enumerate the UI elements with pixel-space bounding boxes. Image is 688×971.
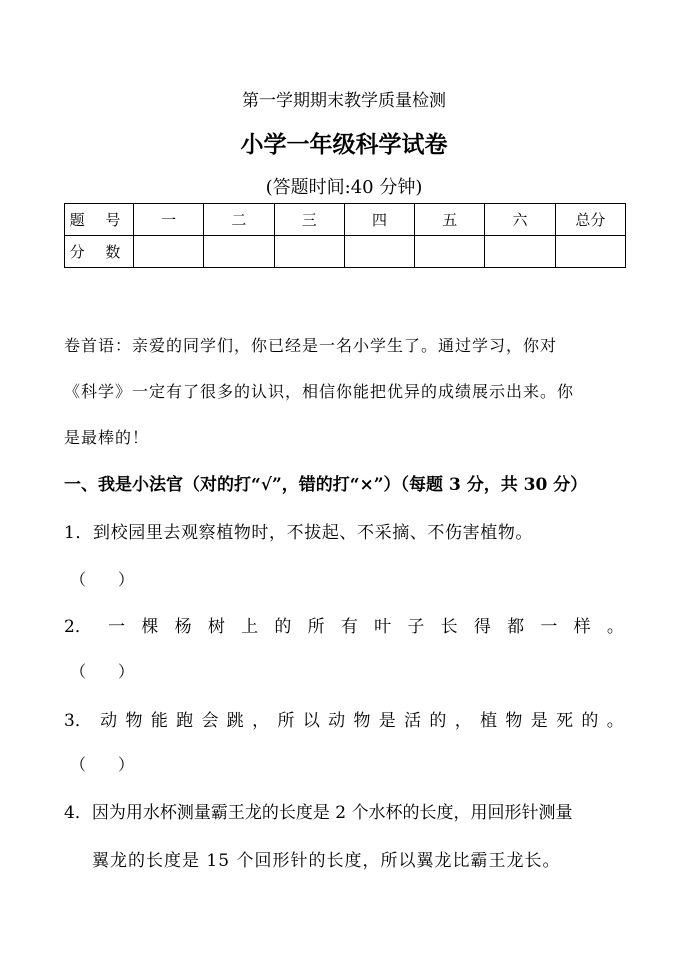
score-cell-label: 题 号 — [65, 204, 134, 236]
answer-blank-1[interactable]: （ ） — [70, 570, 135, 589]
score-table — [64, 203, 626, 268]
question-3-char: ， — [252, 711, 270, 731]
question-2-char: 树 — [207, 617, 225, 637]
section-1-heading: 一、我是小法官（对的打“√”，错的打“×”）（每题 3 分，共 30 分） — [64, 475, 588, 495]
question-2-char: 得 — [473, 617, 491, 637]
question-2-char: 一 — [108, 617, 126, 637]
score-input-1[interactable] — [134, 236, 204, 268]
question-2-char: 长 — [440, 617, 458, 637]
score-cell-2: 二 — [204, 204, 274, 236]
question-3-char: 是 — [530, 711, 548, 731]
question-2-char: 样 — [573, 617, 591, 637]
question-3-char: ， — [454, 711, 472, 731]
question-3-char: 所 — [277, 711, 295, 731]
score-row-label: 分 数 — [65, 236, 134, 268]
intro-line: 卷首语：亲爱的同学们，你已经是一名小学生了。通过学习，你对 — [64, 336, 558, 355]
score-input-6[interactable] — [485, 236, 555, 268]
score-input-total[interactable] — [555, 236, 625, 268]
score-table-header-row — [65, 204, 626, 236]
intro-line: 是最棒的！ — [64, 428, 150, 447]
question-3-char: 以 — [302, 711, 320, 731]
score-cell-1: 一 — [134, 204, 204, 236]
question-3-char: 植 — [480, 711, 498, 731]
question-2-char: 上 — [241, 617, 259, 637]
exam-subtitle: 第一学期期末教学质量检测 — [242, 91, 446, 111]
question-3-char: 的 — [429, 711, 447, 731]
question-3-char: 是 — [378, 711, 396, 731]
score-cell-4: 四 — [344, 204, 414, 236]
question-3-char: 物 — [505, 711, 523, 731]
question-3-char: 动 — [328, 711, 346, 731]
question-1: 1．到校园里去观察植物时，不拔起、不采摘、不伤害植物。 — [64, 523, 534, 543]
question-2-char: 子 — [407, 617, 425, 637]
answer-blank-2[interactable]: （ ） — [70, 662, 135, 681]
question-2-char: 2． — [64, 617, 92, 637]
score-input-3[interactable] — [274, 236, 344, 268]
question-2-char: 棵 — [141, 617, 159, 637]
question-3-char: 死 — [556, 711, 574, 731]
question-3-char: 物 — [353, 711, 371, 731]
question-3-char: 。 — [606, 711, 624, 731]
intro-line: 《科学》一定有了很多的认识，相信你能把优异的成绩展示出来。你 — [64, 382, 575, 401]
question-2-char: 。 — [606, 617, 624, 637]
answer-blank-3[interactable]: （ ） — [70, 755, 135, 774]
question-2 — [64, 612, 624, 637]
question-3-char: 物 — [125, 711, 143, 731]
question-3-char: 动 — [100, 711, 118, 731]
intro-paragraph — [64, 323, 634, 461]
score-cell-6: 六 — [485, 204, 555, 236]
question-3-char: 跳 — [226, 711, 244, 731]
exam-time: (答题时间:40 分钟) — [265, 177, 423, 198]
question-3-char: 跑 — [176, 711, 194, 731]
score-cell-total: 总分 — [555, 204, 625, 236]
question-2-char: 所 — [307, 617, 325, 637]
question-2-char: 的 — [274, 617, 292, 637]
question-4-line-2: 翼龙的长度是 15 个回形针的长度，所以翼龙比霸王龙长。 — [92, 851, 561, 871]
question-2-char: 一 — [540, 617, 558, 637]
score-input-2[interactable] — [204, 236, 274, 268]
question-3-char: 的 — [581, 711, 599, 731]
question-2-char: 杨 — [174, 617, 192, 637]
score-input-4[interactable] — [344, 236, 414, 268]
question-2-char: 都 — [507, 617, 525, 637]
question-3-char: 活 — [404, 711, 422, 731]
score-cell-5: 五 — [415, 204, 485, 236]
score-table-score-row — [65, 236, 626, 268]
question-2-char: 叶 — [374, 617, 392, 637]
score-cell-3: 三 — [274, 204, 344, 236]
exam-title: 小学一年级科学试卷 — [240, 132, 448, 158]
question-4-line-1: 4．因为用水杯测量霸王龙的长度是 2 个水杯的长度，用回形针测量 — [64, 803, 573, 823]
question-2-char: 有 — [340, 617, 358, 637]
question-3-char: 能 — [150, 711, 168, 731]
question-3 — [64, 706, 624, 731]
question-3-char: 会 — [201, 711, 219, 731]
score-input-5[interactable] — [415, 236, 485, 268]
question-3-char: 3． — [64, 711, 92, 731]
